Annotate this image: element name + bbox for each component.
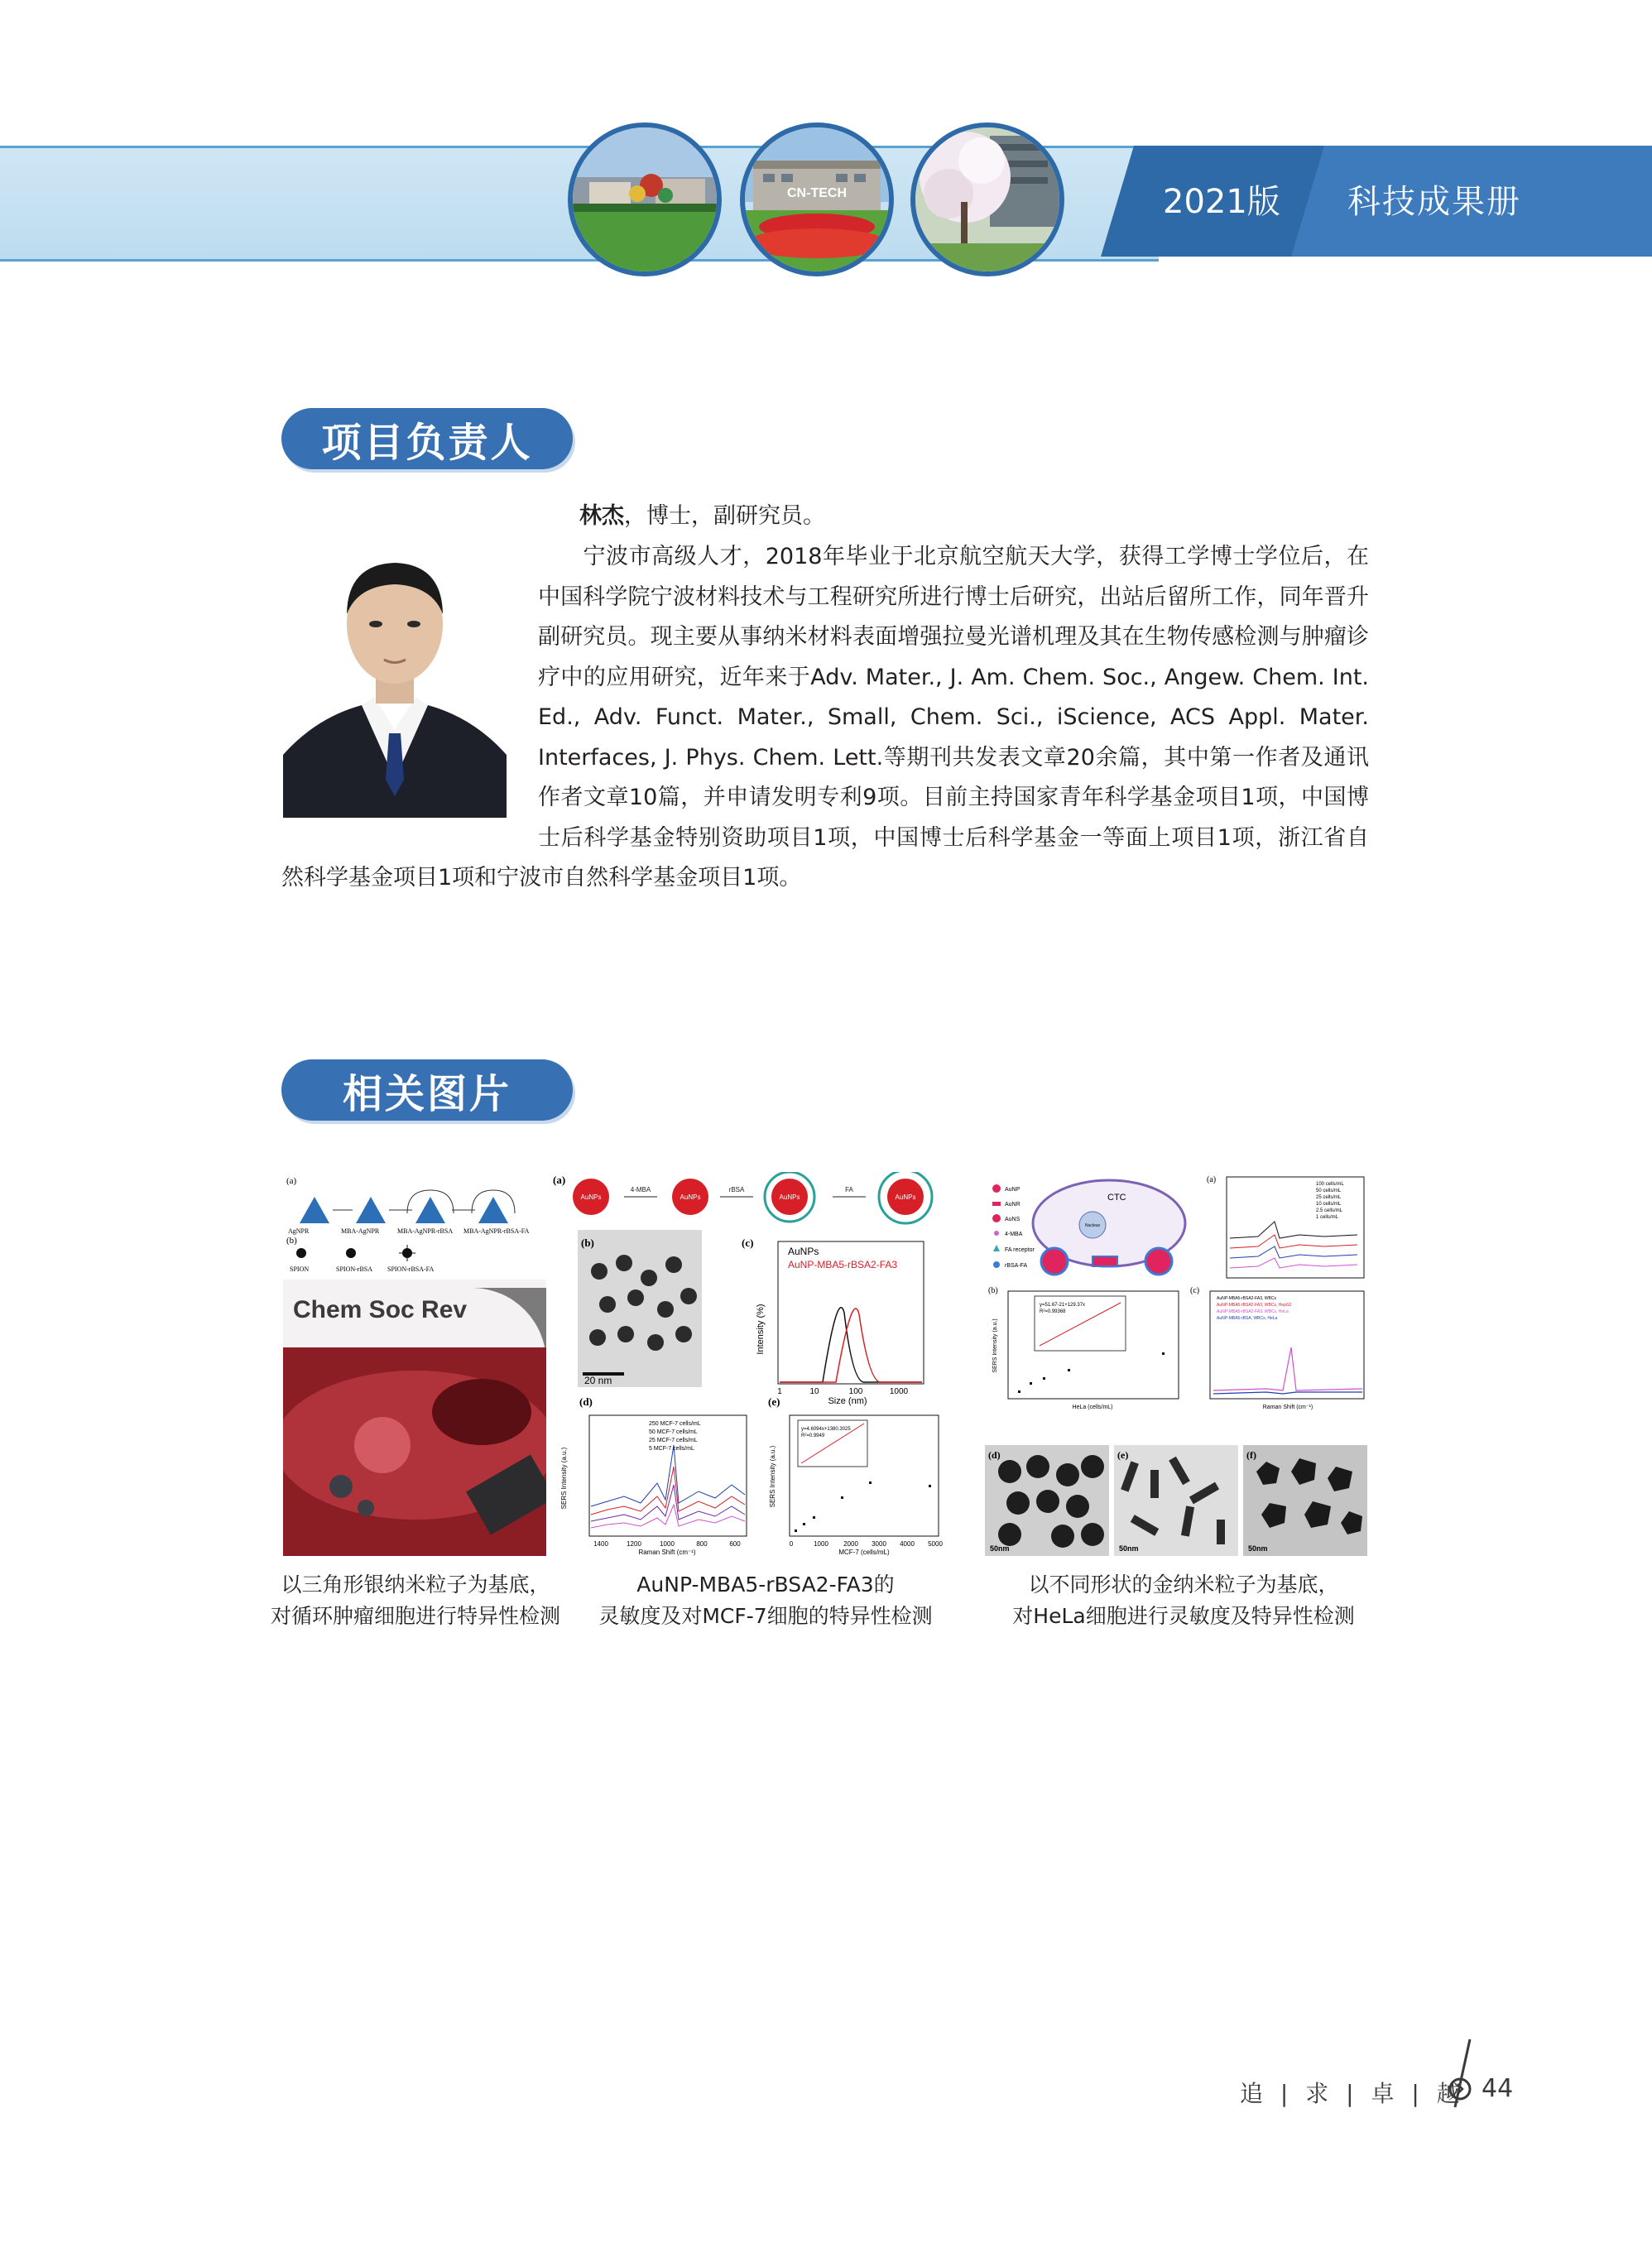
svg-text:AgNPR: AgNPR xyxy=(288,1227,310,1235)
svg-text:AuNPs: AuNPs xyxy=(680,1193,701,1201)
svg-text:1200: 1200 xyxy=(627,1540,641,1548)
page-number: 44 xyxy=(1482,2074,1514,2103)
svg-text:AuNPs: AuNPs xyxy=(788,1246,819,1257)
page-marker-icon xyxy=(1440,2036,1482,2111)
svg-text:HeLa (cells/mL): HeLa (cells/mL) xyxy=(1072,1405,1113,1410)
svg-text:10 cells/mL: 10 cells/mL xyxy=(1316,1202,1342,1207)
figure-ag-triangle xyxy=(283,1172,546,1556)
svg-text:(c): (c) xyxy=(742,1237,754,1249)
svg-text:SERS Intensity (a.u.): SERS Intensity (a.u.) xyxy=(560,1447,568,1510)
svg-text:AuNPs: AuNPs xyxy=(779,1193,800,1201)
svg-text:AuNP: AuNP xyxy=(1005,1187,1020,1193)
svg-text:MCF-7 (cells/mL): MCF-7 (cells/mL) xyxy=(838,1549,890,1556)
svg-text:5000: 5000 xyxy=(928,1540,943,1548)
svg-text:(a): (a) xyxy=(286,1176,297,1186)
svg-text:1: 1 xyxy=(777,1387,782,1396)
svg-text:rBSA-FA: rBSA-FA xyxy=(1005,1263,1028,1269)
svg-text:50 cells/mL: 50 cells/mL xyxy=(1316,1189,1342,1193)
svg-text:y=51.67-21+129.37x: y=51.67-21+129.37x xyxy=(1040,1303,1086,1308)
svg-text:50 MCF-7 cells/mL: 50 MCF-7 cells/mL xyxy=(649,1429,698,1435)
svg-text:(e): (e) xyxy=(1117,1449,1129,1461)
svg-text:250 MCF-7 cells/mL: 250 MCF-7 cells/mL xyxy=(649,1421,701,1427)
svg-text:50nm: 50nm xyxy=(990,1544,1010,1553)
section-title-leader: 项目负责人 xyxy=(281,408,573,469)
figure-caption-2: AuNP-MBA5-rBSA2-FA3的 灵敏度及对MCF-7细胞的特异性检测 xyxy=(598,1573,933,1628)
figure-caption-1: 以三角形银纳米粒子为基底， 对循环肿瘤细胞进行特异性检测 xyxy=(270,1573,560,1628)
svg-text:AuNP-MBA5-rBSA2-FA3, WBCs, Hep: AuNP-MBA5-rBSA2-FA3, WBCs, HepG2 xyxy=(1217,1303,1292,1308)
svg-text:1000: 1000 xyxy=(889,1387,909,1396)
svg-text:2000: 2000 xyxy=(843,1540,858,1548)
svg-text:4-MBA: 4-MBA xyxy=(1005,1232,1023,1237)
leader-bio-text xyxy=(281,537,1369,899)
svg-text:20 nm: 20 nm xyxy=(584,1375,612,1386)
svg-text:rBSA: rBSA xyxy=(728,1186,745,1193)
svg-text:MBA-AgNPR-rBSA-FA: MBA-AgNPR-rBSA-FA xyxy=(463,1227,530,1235)
svg-text:1 cells/mL: 1 cells/mL xyxy=(1316,1215,1339,1220)
svg-text:(d): (d) xyxy=(988,1449,1001,1461)
svg-text:AuNS: AuNS xyxy=(1005,1217,1020,1222)
svg-text:50nm: 50nm xyxy=(1119,1544,1139,1553)
portrait-spacer xyxy=(281,537,538,819)
svg-text:y=4.6094x+1380.3025: y=4.6094x+1380.3025 xyxy=(801,1427,851,1432)
svg-text:4000: 4000 xyxy=(900,1540,915,1548)
svg-text:SERS Intensity (a.u.): SERS Intensity (a.u.) xyxy=(769,1445,776,1508)
svg-text:SPION-rBSA-FA: SPION-rBSA-FA xyxy=(387,1265,435,1273)
svg-text:5 MCF-7 cells/mL: 5 MCF-7 cells/mL xyxy=(649,1446,694,1452)
svg-text:AuNR: AuNR xyxy=(1005,1202,1020,1208)
svg-text:100 cells/mL: 100 cells/mL xyxy=(1316,1182,1344,1187)
svg-text:MBA-AgNPR: MBA-AgNPR xyxy=(341,1227,380,1235)
svg-text:(b): (b) xyxy=(988,1286,998,1295)
svg-text:3000: 3000 xyxy=(872,1540,886,1548)
svg-text:SPION: SPION xyxy=(290,1265,310,1273)
svg-text:4-MBA: 4-MBA xyxy=(630,1186,651,1193)
svg-text:1400: 1400 xyxy=(593,1540,608,1548)
svg-text:Chem Soc Rev: Chem Soc Rev xyxy=(293,1296,468,1323)
svg-text:Nucleus: Nucleus xyxy=(1084,1223,1101,1228)
svg-text:SPION-rBSA: SPION-rBSA xyxy=(336,1265,373,1273)
svg-text:(c): (c) xyxy=(1190,1286,1200,1295)
svg-text:0: 0 xyxy=(789,1540,794,1548)
svg-text:AuNP-MBA5-rBSA, WBCs, HeLa: AuNP-MBA5-rBSA, WBCs, HeLa xyxy=(1217,1316,1278,1321)
svg-text:25 MCF-7 cells/mL: 25 MCF-7 cells/mL xyxy=(649,1438,698,1443)
svg-text:AuNP-MBA5-rBSA2-FA3: AuNP-MBA5-rBSA2-FA3 xyxy=(788,1259,898,1270)
leader-intro: ，博士，副研究员。 xyxy=(624,503,825,529)
svg-text:(a): (a) xyxy=(553,1174,566,1186)
svg-text:SERS Intensity (a.u.): SERS Intensity (a.u.) xyxy=(992,1318,998,1373)
campus-photo-3 xyxy=(910,122,1064,276)
svg-text:(e): (e) xyxy=(768,1395,780,1408)
svg-text:(f): (f) xyxy=(1246,1449,1256,1461)
svg-text:100: 100 xyxy=(848,1387,863,1396)
svg-text:CN-TECH: CN-TECH xyxy=(787,186,847,200)
svg-text:25 cells/mL: 25 cells/mL xyxy=(1316,1195,1342,1200)
book-title: 科技成果册 xyxy=(1347,183,1521,221)
footer-motto: 追 | 求 | 卓 | 越 xyxy=(1240,2080,1465,2107)
campus-photo-1 xyxy=(568,122,722,276)
svg-text:1000: 1000 xyxy=(660,1540,675,1548)
svg-text:AuNP-MBA5-rBSA2-FA3, WBCs, HeL: AuNP-MBA5-rBSA2-FA3, WBCs, HeLa xyxy=(1217,1309,1289,1314)
svg-text:R²=0.9949: R²=0.9949 xyxy=(801,1433,825,1438)
svg-text:(b): (b) xyxy=(581,1237,594,1249)
svg-text:AuNP-MBA5-rBSA2-FA3, WBCs: AuNP-MBA5-rBSA2-FA3, WBCs xyxy=(1217,1296,1276,1301)
edition-label: 2021版 xyxy=(1163,183,1280,221)
section-title-images: 相关图片 xyxy=(281,1059,573,1121)
svg-text:FA: FA xyxy=(845,1186,853,1193)
svg-text:50nm: 50nm xyxy=(1248,1544,1268,1553)
svg-text:10: 10 xyxy=(809,1387,819,1396)
svg-text:(a): (a) xyxy=(1207,1175,1217,1184)
svg-text:CTC: CTC xyxy=(1107,1193,1126,1203)
figure-aunp-shapes-hela xyxy=(985,1172,1367,1556)
figure-aunp-mba-rbsa xyxy=(550,1172,955,1556)
svg-text:2.5 cells/mL: 2.5 cells/mL xyxy=(1316,1208,1343,1213)
svg-text:AuNPs: AuNPs xyxy=(895,1193,916,1201)
campus-photo-2 xyxy=(740,122,894,276)
svg-text:1000: 1000 xyxy=(814,1540,828,1548)
svg-text:MBA-AgNPR-rBSA: MBA-AgNPR-rBSA xyxy=(397,1227,454,1235)
leader-name: 林杰 xyxy=(579,503,624,529)
svg-text:R²=0.99368: R²=0.99368 xyxy=(1040,1309,1066,1314)
svg-text:(b): (b) xyxy=(286,1236,297,1246)
svg-text:Intensity (%): Intensity (%) xyxy=(756,1304,766,1355)
svg-text:600: 600 xyxy=(729,1540,741,1548)
svg-text:Raman Shift (cm⁻¹): Raman Shift (cm⁻¹) xyxy=(638,1549,696,1556)
svg-text:FA receptor: FA receptor xyxy=(1005,1247,1035,1253)
leader-bio-paragraph: 宁波市高级人才，2018年毕业于北京航空航天大学，获得工学博士学位后，在中国科学院宁波材料技术与工程研究所进行博士后研究，出站后留所工作，同年晋升副研究员。现主要从事纳米材料表面增强拉曼光谱机理及其在生物传感检测与肿瘤诊疗中的应用研究，近年来于Adv. Mater., J. Am. Chem. Soc., Angew. Chem. Int. Ed., Adv. Funct. Mater., Small, Chem. Sci., iScience, ACS Appl. Mater. Interfaces, J. Phys. Chem. Lett.等期刊共发表文章20余篇，其中第一作者及通讯作者文章10篇，并申请发明专利9项。目前主持国家青年科学基金项目1项，中国博士后科学基金特别资助项目1项，中国博士后科学基金一等面上项目1项，浙江省自然科学基金项目1项和宁波市自然科学基金项目1项。 xyxy=(281,544,1369,891)
figure-caption-3: 以不同形状的金纳米粒子为基底， 对HeLa细胞进行灵敏度及特异性检测 xyxy=(1012,1573,1355,1628)
svg-text:800: 800 xyxy=(696,1540,708,1548)
svg-text:Raman Shift (cm⁻¹): Raman Shift (cm⁻¹) xyxy=(1262,1405,1313,1410)
svg-text:Size (nm): Size (nm) xyxy=(828,1396,867,1406)
svg-text:AuNPs: AuNPs xyxy=(580,1193,602,1201)
svg-text:(d): (d) xyxy=(579,1395,593,1408)
